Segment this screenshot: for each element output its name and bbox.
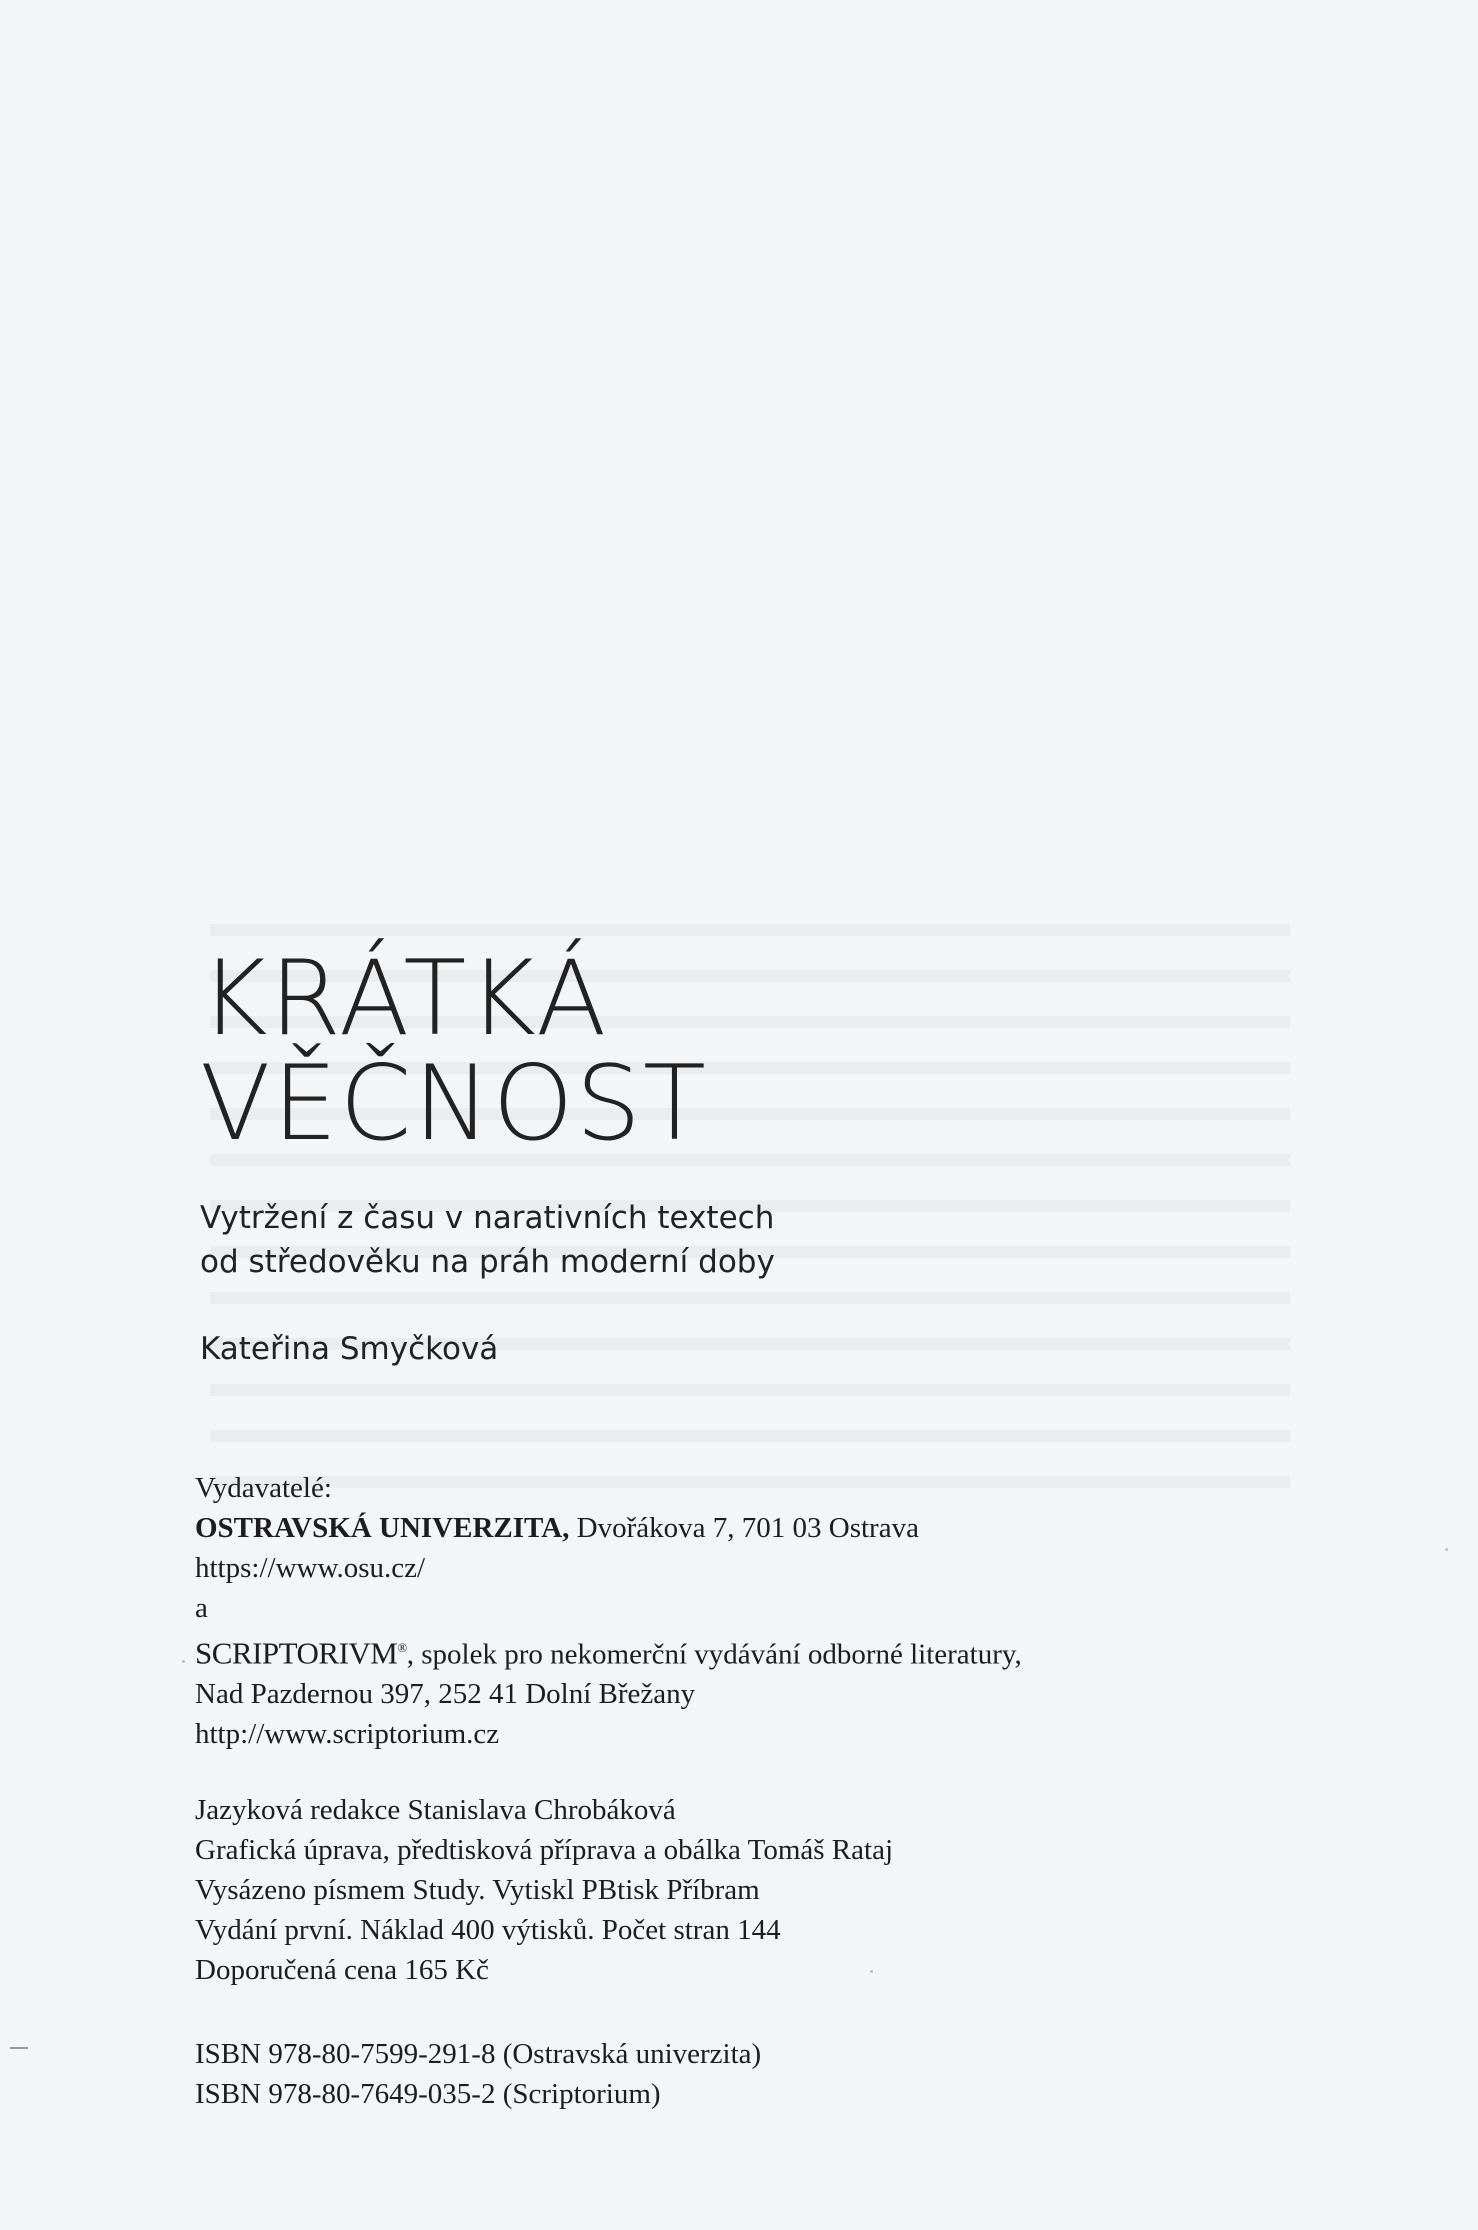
book-author: Kateřina Smyčková: [200, 1331, 499, 1367]
scriptorium-url[interactable]: http://www.scriptorium.cz: [195, 1718, 500, 1751]
scriptorium-logo: [195, 1628, 407, 1673]
credit-language-editor: Jazyková redakce Stanislava Chrobáková: [195, 1794, 676, 1826]
isbn-block: [195, 2034, 761, 2114]
paper-speck: [1445, 1548, 1448, 1551]
publisher-scriptorium: [195, 1628, 1022, 1674]
publishers-label: Vydavatelé:: [195, 1472, 332, 1504]
publishers-conjunction: a: [195, 1592, 208, 1624]
subtitle-line-1: Vytržení z času v narativních textech: [200, 1200, 775, 1236]
publisher-osu: [195, 1508, 1022, 1548]
credit-graphic-design: Grafická úprava, předtisková příprava a obálka Tomáš Rataj: [195, 1834, 893, 1866]
book-title-line-1: KRÁTKÁ: [200, 939, 609, 1059]
isbn-scriptorium: ISBN 978-80-7649-035-2 (Scriptorium): [195, 2078, 661, 2110]
credits-block: [195, 1790, 893, 1990]
isbn-osu: ISBN 978-80-7599-291-8 (Ostravská univerzita): [195, 2038, 762, 2070]
scriptorium-logo-mark: ®: [397, 1640, 407, 1655]
paper-speck: [870, 1970, 873, 1973]
credit-edition-info: Vydání první. Náklad 400 výtisků. Počet stran 144: [195, 1914, 781, 1946]
scriptorium-logo-text: SCRIPTORIVM: [195, 1635, 398, 1671]
page-edge-mark: [10, 2047, 28, 2049]
paper-speck: [182, 1660, 185, 1663]
scriptorium-description: , spolek pro nekomerční vydávání odborné literatury,: [406, 1638, 1022, 1671]
osu-address: Dvořákova 7, 701 03 Ostrava: [569, 1512, 919, 1544]
book-title-line-2: VĚČNOST: [200, 1044, 708, 1164]
subtitle-line-2: od středověku na práh moderní doby: [200, 1244, 775, 1280]
credit-price: Doporučená cena 165 Kč: [195, 1954, 489, 1986]
book-subtitle: [200, 1196, 775, 1284]
osu-name: OSTRAVSKÁ UNIVERZITA,: [195, 1512, 570, 1544]
scriptorium-address: Nad Pazdernou 397, 252 41 Dolní Břežany: [195, 1678, 696, 1711]
credit-typeset-print: Vysázeno písmem Study. Vytiskl PBtisk Příbram: [195, 1874, 760, 1906]
publisher-block: [195, 1468, 1022, 1754]
osu-url[interactable]: https://www.osu.cz/: [195, 1552, 426, 1584]
